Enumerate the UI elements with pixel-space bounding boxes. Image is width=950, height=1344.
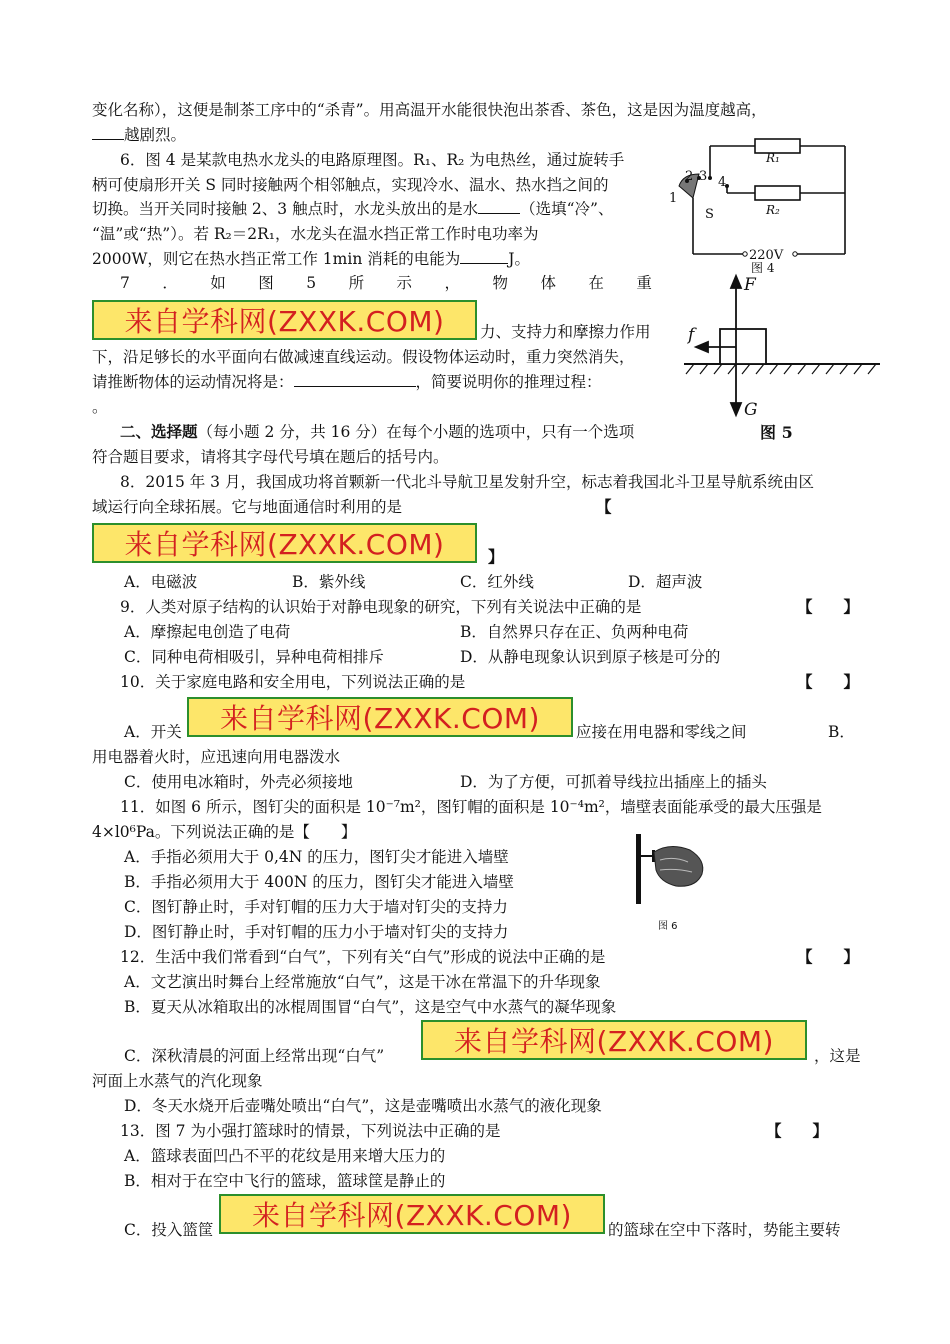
figure-5-force-diagram (680, 272, 885, 422)
q10-stem: 10．关于家庭电路和安全用电，下列说法正确的是 (120, 673, 466, 691)
q7-line-5: 。 (92, 398, 108, 416)
q7-line-1: 7 ． 如 图 5 所 示 ， 物 体 在 重 (120, 274, 652, 292)
watermark-banner: 来自学科网(ZXXK.COM) (219, 1194, 605, 1234)
contact-2-label: 2 (685, 169, 694, 184)
q8-line-2: 域运行向全球拓展。它与地面通信时利用的是 (92, 498, 403, 516)
figure-4-caption: 图 4 (751, 261, 775, 273)
figure-6-thumbtack (630, 830, 715, 935)
fill-blank[interactable] (294, 372, 416, 387)
q13-option-a[interactable]: A．篮球表面凹凸不平的花纹是用来增大压力的 (124, 1147, 446, 1165)
q11-option-c[interactable]: C．图钉静止时，手对钉帽的压力大于墙对钉尖的支持力 (124, 898, 508, 916)
q13-stem: 13．图 7 为小强打篮球时的情景，下列说法中正确的是 (120, 1122, 501, 1140)
q8-option-c[interactable]: C．红外线 (460, 573, 534, 591)
watermark-banner: 来自学科网(ZXXK.COM) (187, 697, 573, 737)
gravity-label: G (744, 400, 758, 420)
fill-blank[interactable] (460, 249, 508, 264)
answer-bracket-open: 【 (596, 497, 612, 516)
watermark-banner: 来自学科网(ZXXK.COM) (421, 1020, 807, 1060)
q12-option-c-mid: ，这是 (814, 1047, 861, 1065)
q8-option-b[interactable]: B．紫外线 (292, 573, 366, 591)
q9-option-d[interactable]: D．从静电现象认识到原子核是可分的 (460, 648, 721, 666)
text-line: 变化名称），这便是制茶工序中的“杀青”。用高温开水能很快泡出茶香、茶色，这是因为温度越高， (92, 101, 767, 119)
q9-stem: 9．人类对原子结构的认识始于对静电现象的研究，下列有关说法中正确的是 (120, 598, 642, 616)
q13-option-b[interactable]: B．相对于在空中飞行的篮球，篮球筐是静止的 (124, 1172, 446, 1190)
text-line: 越剧烈。 (92, 124, 186, 146)
fill-blank[interactable] (92, 125, 124, 140)
answer-bracket[interactable]: 【 】 (797, 597, 860, 616)
figure-5-caption: 图 5 (760, 423, 793, 442)
resistor-r2 (755, 186, 800, 200)
q10-option-a-end: 应接在用电器和零线之间 (576, 723, 747, 741)
watermark-banner: 来自学科网(ZXXK.COM) (92, 523, 477, 563)
q9-option-b[interactable]: B．自然界只存在正、负两种电荷 (460, 623, 689, 641)
hand-icon (654, 846, 703, 886)
section-2-line-2: 符合题目要求，请将其字母代号填在题后的括号内。 (92, 448, 449, 466)
q10-option-a-start[interactable]: A．开关 (124, 723, 182, 741)
answer-bracket[interactable]: 【 】 (797, 947, 860, 966)
q9-option-c[interactable]: C．同种电荷相吸引，异种电荷相排斥 (124, 648, 384, 666)
q10-option-d[interactable]: D．为了方便，可抓着导线拉出插座上的插头 (460, 773, 767, 791)
switch-label: S (705, 207, 714, 222)
watermark-banner: 来自学科网(ZXXK.COM) (92, 300, 477, 340)
contact-4-label: 4 (718, 175, 727, 190)
figure-4-circuit (665, 138, 880, 273)
q11-option-a[interactable]: A．手指必须用大于 0,4N 的压力，图钉尖才能进入墙壁 (124, 848, 509, 866)
contact-1-label: 1 (669, 191, 678, 206)
contact-3-label: 3 (699, 169, 708, 184)
answer-bracket-close: 】 (488, 547, 504, 566)
q7-line-2-tail: 力、支持力和摩擦力作用 (480, 323, 651, 341)
q12-option-a[interactable]: A．文艺演出时舞台上经常施放“白气”，这是干冰在常温下的升华现象 (124, 973, 601, 991)
wall (636, 834, 641, 904)
q6-line-1: 6．图 4 是某款电热水龙头的电路原理图。R₁、R₂ 为电热丝，通过旋转手 (120, 151, 625, 169)
q12-option-c-end: 河面上水蒸气的汽化现象 (92, 1072, 263, 1090)
q11-option-b[interactable]: B．手指必须用大于 400N 的压力，图钉尖才能进入墙壁 (124, 873, 514, 891)
q6-line-5: 2000W，则它在热水挡正常工作 1min 消耗的电能为 J。 (92, 250, 530, 268)
section-2-heading: 二、选择题（每小题 2 分，共 16 分）在每个小题的选项中，只有一个选项 (120, 422, 635, 441)
answer-bracket[interactable]: 【 】 (797, 672, 860, 691)
force-f-label: F (744, 275, 756, 295)
q12-stem: 12．生活中我们常看到“白气”，下列有关“白气”形成的说法中正确的是 (120, 948, 606, 966)
q13-option-c-start[interactable]: C．投入篮筐 (124, 1221, 214, 1239)
friction-label: f (688, 325, 695, 345)
q8-option-a[interactable]: A．电磁波 (124, 573, 198, 591)
answer-bracket[interactable]: 【 】 (766, 1121, 829, 1140)
q7-line-3: 下，沿足够长的水平面向右做减速直线运动。假设物体运动时，重力突然消失， (92, 348, 635, 366)
figure-6-caption: 图 6 (658, 921, 678, 932)
voltage-label: 220V (749, 248, 784, 263)
label-r1: R₁ (766, 151, 780, 165)
q10-option-b-label[interactable]: B． (828, 723, 855, 741)
q11-line-2: 4×l0⁶Pa。下列说法正确的是【 】 (92, 823, 357, 841)
q9-option-a[interactable]: A．摩擦起电创造了电荷 (124, 623, 291, 641)
q10-option-c[interactable]: C．使用电冰箱时，外壳必须接地 (124, 773, 353, 791)
q11-line-1: 11．如图 6 所示，图钉尖的面积是 10⁻⁷m²，图钉帽的面积是 10⁻⁴m²，墙壁表面能承受的最大压强是 (120, 798, 822, 816)
q11-option-d[interactable]: D．图钉静止时，手对钉帽的压力小于墙对钉尖的支持力 (124, 923, 509, 941)
q6-line-4: “温”或“热”）。若 R₂＝2R₁，水龙头在温水挡正常工作时电功率为 (92, 225, 539, 243)
q13-option-c-end: 的篮球在空中下落时，势能主要转 (608, 1221, 841, 1239)
q12-option-c-start[interactable]: C．深秋清晨的河面上经常出现“白气” (124, 1047, 385, 1065)
q10-option-b[interactable]: 用电器着火时，应迅速向用电器泼水 (92, 748, 341, 766)
q12-option-d[interactable]: D．冬天水烧开后壶嘴处喷出“白气”，这是壶嘴喷出水蒸气的液化现象 (124, 1097, 602, 1115)
q6-line-3: 切换。当开关同时接触 2、3 触点时，水龙头放出的是水 （选填“冷”、 (92, 200, 614, 218)
q7-line-4: 请推断物体的运动情况将是： ，简要说明你的推理过程： (92, 373, 602, 391)
q8-line-1: 8．2015 年 3 月，我国成功将首颗新一代北斗导航卫星发射升空，标志着我国北斗卫星导航系统由区 (120, 473, 814, 491)
q8-option-d[interactable]: D．超声波 (628, 573, 703, 591)
q6-line-2: 柄可使扇形开关 S 同时接触两个相邻触点，实现冷水、温水、热水挡之间的 (92, 176, 609, 194)
label-r2: R₂ (766, 203, 780, 217)
q12-option-b[interactable]: B．夏天从冰箱取出的冰棍周围冒“白气”，这是空气中水蒸气的凝华现象 (124, 998, 617, 1016)
fill-blank[interactable] (478, 199, 520, 214)
